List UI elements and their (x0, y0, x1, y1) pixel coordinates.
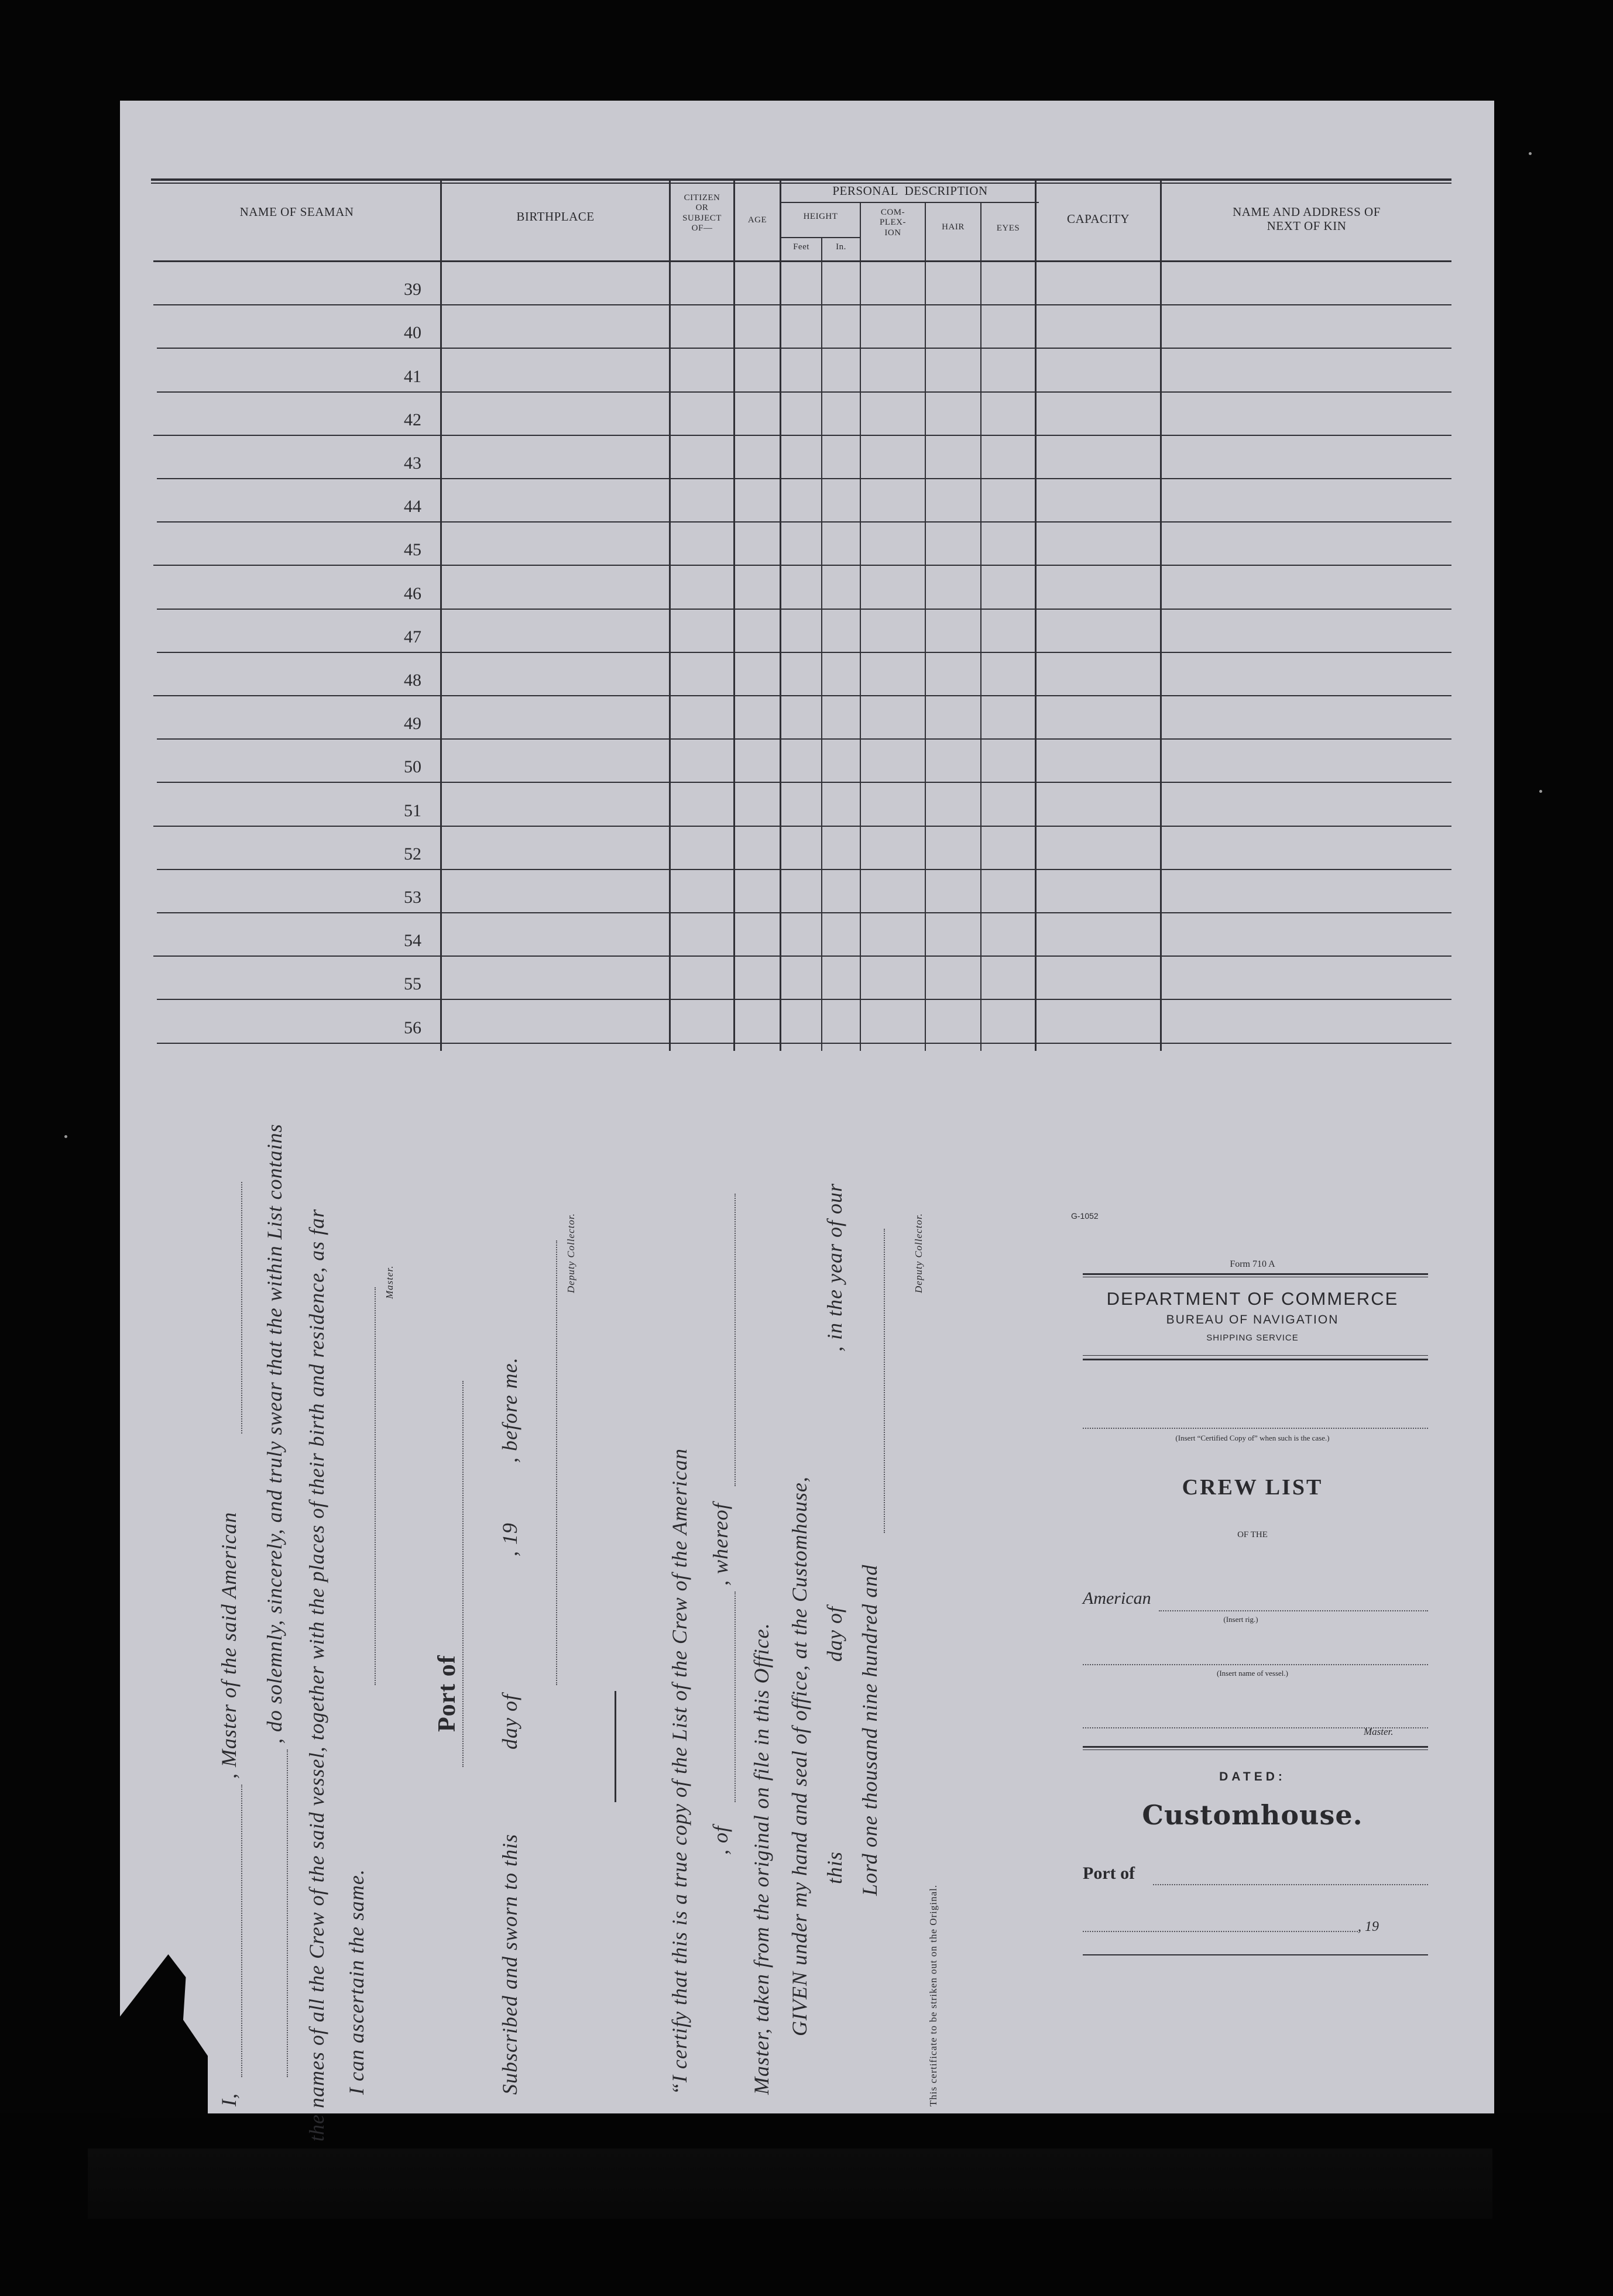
copy-line-5a: this (823, 1851, 846, 1884)
row-rule (157, 521, 1451, 523)
header-name-of-seaman: NAME OF SEAMAN (239, 205, 354, 219)
scan-speck (64, 1135, 67, 1138)
table-row-number: 50 (404, 757, 421, 776)
table-row-number: 44 (404, 497, 421, 516)
row-rule (157, 1043, 1451, 1044)
of-the-label: OF THE (1237, 1530, 1268, 1539)
row-rule (157, 738, 1451, 740)
header-birthplace: BIRTHPLACE (516, 209, 595, 224)
header-citizen: CITIZEN OR SUBJECT OF— (682, 193, 722, 233)
row-rule (157, 391, 1451, 393)
header-inches: In. (836, 242, 846, 252)
year-label: , 19 (1358, 1919, 1379, 1934)
header-next-of-kin: NAME AND ADDRESS OF NEXT OF KIN (1233, 205, 1381, 233)
service-title: SHIPPING SERVICE (1206, 1333, 1299, 1343)
row-rule (157, 782, 1451, 783)
row-rule (157, 912, 1451, 913)
row-rule (157, 478, 1451, 479)
table-row-number: 45 (404, 540, 421, 559)
certificate-divider (615, 1691, 616, 1802)
oath-line-2: , do solemnly, sincerely, and truly swear that the within List contains (263, 1123, 286, 1744)
table-row-number: 43 (404, 453, 421, 473)
header-personal-description: PERSONAL DESCRIPTION (832, 184, 988, 198)
port-of-heading: Port of (434, 1655, 461, 1732)
row-rule (157, 348, 1451, 349)
sworn-day-of: day of (498, 1694, 521, 1750)
department-title: DEPARTMENT OF COMMERCE (1106, 1288, 1399, 1309)
master-label: Master. (1364, 1726, 1394, 1737)
scan-speck (1539, 790, 1542, 793)
sworn-year: , 19 (498, 1522, 521, 1556)
copy-line-2a: , of (709, 1825, 732, 1855)
scan-background (0, 2113, 1613, 2296)
table-row-number: 41 (404, 367, 421, 386)
table-row-number: 49 (404, 714, 421, 733)
table-row-number: 39 (404, 280, 421, 299)
deputy-collector-label-1: Deputy Collector. (565, 1213, 576, 1293)
row-rule (157, 652, 1451, 653)
strike-note: This certificate to be striken out on the Original. (928, 1884, 939, 2106)
insert-rig-note: (Insert rig.) (1223, 1615, 1258, 1624)
row-rule (153, 955, 1451, 957)
scan-speck (1529, 152, 1532, 155)
header-capacity: CAPACITY (1066, 212, 1130, 226)
row-rule (157, 869, 1451, 870)
row-rule (153, 695, 1451, 696)
certificate-block (211, 1123, 972, 2142)
row-rule (153, 304, 1451, 305)
row-rule (153, 826, 1451, 827)
sworn-before-me: , before me. (498, 1357, 521, 1463)
header-age: AGE (747, 215, 767, 225)
oath-line-3: the names of all the Crew of the said vessel, together with the places of their birth and residence, as far (305, 1208, 328, 2142)
table-row-number: 53 (404, 888, 421, 907)
table-row-number: 51 (404, 801, 421, 820)
table-row-number: 40 (404, 323, 421, 342)
copy-line-3: Master, taken from the original on file in this Office. (750, 1623, 773, 2095)
oath-master: , Master of the said American (217, 1511, 241, 1779)
copy-line-5b: day of (823, 1606, 846, 1662)
copy-line-5c: , in the year of our (823, 1183, 846, 1352)
master-signature-label: Master. (384, 1265, 395, 1299)
header-hair: HAIR (942, 222, 965, 232)
table-row-number: 52 (404, 844, 421, 864)
insert-vessel-name-note: (Insert name of vessel.) (1216, 1669, 1288, 1678)
port-of-label: Port of (1083, 1864, 1135, 1883)
copy-line-2b: , whereof (709, 1503, 732, 1586)
oath-line-1: I, (217, 2093, 241, 2106)
insert-certified-note: (Insert “Certified Copy of” when such is the case.) (1175, 1434, 1330, 1442)
table-row-number: 48 (404, 671, 421, 690)
customhouse-label: Customhouse. (1142, 1799, 1363, 1831)
deputy-collector-label-2: Deputy Collector. (913, 1213, 924, 1293)
oath-line-4: I can ascertain the same. (345, 1869, 368, 2095)
row-rule (153, 565, 1451, 566)
table-row-number: 46 (404, 584, 421, 603)
row-rule (153, 435, 1451, 436)
table-row-number: 47 (404, 627, 421, 647)
sworn-subscribed: Subscribed and sworn to this (498, 1833, 521, 2095)
header-complexion: COM- PLEX- ION (880, 208, 906, 238)
table-row-number: 56 (404, 1018, 421, 1037)
american-label: American (1083, 1589, 1151, 1608)
table-row-number: 54 (404, 931, 421, 950)
copy-line-6: Lord one thousand nine hundred and (858, 1564, 881, 1896)
form-number: Form 710 A (1230, 1259, 1275, 1269)
row-rule (157, 999, 1451, 1000)
header-feet: Feet (793, 242, 809, 252)
table-row-number: 55 (404, 974, 421, 994)
header-height: HEIGHT (803, 212, 838, 221)
copy-line-4: GIVEN under my hand and seal of office, at the Customhouse, (788, 1476, 811, 2036)
bureau-title: BUREAU OF NAVIGATION (1166, 1313, 1339, 1326)
form-code: G-1052 (1071, 1211, 1099, 1221)
header-eyes: EYES (996, 224, 1020, 233)
crew-list-title: CREW LIST (1182, 1475, 1323, 1500)
dated-label: DATED: (1219, 1770, 1286, 1783)
copy-line-1: “I certify that this is a true copy of the List of the Crew of the American (668, 1448, 691, 2095)
table-row-number: 42 (404, 410, 421, 429)
row-rule (157, 609, 1451, 610)
